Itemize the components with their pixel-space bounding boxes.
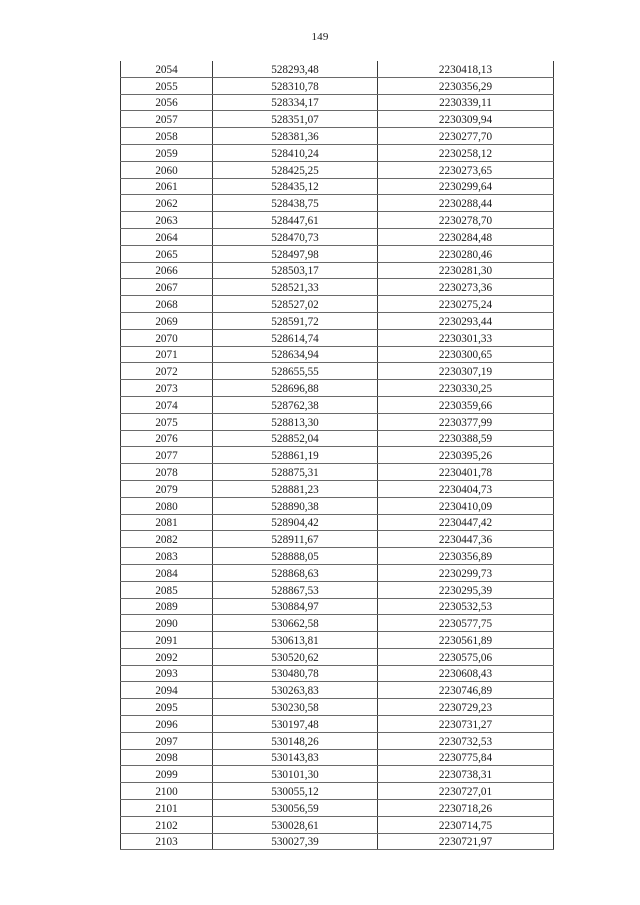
y-coordinate-cell: 2230738,31 — [378, 766, 554, 783]
y-coordinate-cell: 2230731,27 — [378, 716, 554, 733]
point-number-cell: 2069 — [121, 312, 213, 329]
x-coordinate-cell: 528813,30 — [213, 413, 378, 430]
y-coordinate-cell: 2230447,42 — [378, 514, 554, 531]
table-row — [121, 514, 554, 531]
table-row — [121, 380, 554, 397]
x-coordinate-cell: 528614,74 — [213, 329, 378, 346]
table-row — [121, 632, 554, 649]
table-row — [121, 598, 554, 615]
y-coordinate-cell: 2230300,65 — [378, 346, 554, 363]
point-number-cell: 2090 — [121, 615, 213, 632]
y-coordinate-cell: 2230301,33 — [378, 329, 554, 346]
y-coordinate-cell: 2230447,36 — [378, 531, 554, 548]
x-coordinate-cell: 530056,59 — [213, 800, 378, 817]
y-coordinate-cell: 2230280,46 — [378, 245, 554, 262]
y-coordinate-cell: 2230608,43 — [378, 665, 554, 682]
table-row — [121, 228, 554, 245]
y-coordinate-cell: 2230356,89 — [378, 548, 554, 565]
table-row — [121, 413, 554, 430]
y-coordinate-cell: 2230746,89 — [378, 682, 554, 699]
table-row — [121, 548, 554, 565]
table-row — [121, 497, 554, 514]
y-coordinate-cell: 2230299,64 — [378, 178, 554, 195]
point-number-cell: 2057 — [121, 111, 213, 128]
y-coordinate-cell: 2230278,70 — [378, 212, 554, 229]
point-number-cell: 2075 — [121, 413, 213, 430]
table-row — [121, 447, 554, 464]
x-coordinate-cell: 528762,38 — [213, 396, 378, 413]
point-number-cell: 2091 — [121, 632, 213, 649]
x-coordinate-cell: 530662,58 — [213, 615, 378, 632]
point-number-cell: 2060 — [121, 161, 213, 178]
point-number-cell: 2084 — [121, 564, 213, 581]
x-coordinate-cell: 528888,05 — [213, 548, 378, 565]
point-number-cell: 2080 — [121, 497, 213, 514]
point-number-cell: 2095 — [121, 699, 213, 716]
x-coordinate-cell: 528911,67 — [213, 531, 378, 548]
y-coordinate-cell: 2230575,06 — [378, 648, 554, 665]
point-number-cell: 2096 — [121, 716, 213, 733]
point-number-cell: 2082 — [121, 531, 213, 548]
y-coordinate-cell: 2230721,97 — [378, 833, 554, 850]
table-row — [121, 61, 554, 77]
table-row — [121, 363, 554, 380]
x-coordinate-cell: 528591,72 — [213, 312, 378, 329]
x-coordinate-cell: 528875,31 — [213, 464, 378, 481]
x-coordinate-cell: 530148,26 — [213, 732, 378, 749]
x-coordinate-cell: 528696,88 — [213, 380, 378, 397]
x-coordinate-cell: 530520,62 — [213, 648, 378, 665]
y-coordinate-cell: 2230714,75 — [378, 816, 554, 833]
y-coordinate-cell: 2230307,19 — [378, 363, 554, 380]
y-coordinate-cell: 2230732,53 — [378, 732, 554, 749]
x-coordinate-cell: 530028,61 — [213, 816, 378, 833]
table-row — [121, 833, 554, 850]
y-coordinate-cell: 2230356,29 — [378, 77, 554, 94]
point-number-cell: 2070 — [121, 329, 213, 346]
x-coordinate-cell: 528655,55 — [213, 363, 378, 380]
table-row — [121, 783, 554, 800]
y-coordinate-cell: 2230284,48 — [378, 228, 554, 245]
y-coordinate-cell: 2230293,44 — [378, 312, 554, 329]
x-coordinate-cell: 530143,83 — [213, 749, 378, 766]
x-coordinate-cell: 528351,07 — [213, 111, 378, 128]
point-number-cell: 2077 — [121, 447, 213, 464]
point-number-cell: 2056 — [121, 94, 213, 111]
x-coordinate-cell: 528334,17 — [213, 94, 378, 111]
point-number-cell: 2085 — [121, 581, 213, 598]
table-row — [121, 128, 554, 145]
point-number-cell: 2054 — [121, 61, 213, 77]
table-row — [121, 732, 554, 749]
x-coordinate-cell: 530027,39 — [213, 833, 378, 850]
table-row — [121, 800, 554, 817]
table-row — [121, 245, 554, 262]
x-coordinate-cell: 528890,38 — [213, 497, 378, 514]
point-number-cell: 2062 — [121, 195, 213, 212]
y-coordinate-cell: 2230395,26 — [378, 447, 554, 464]
y-coordinate-cell: 2230309,94 — [378, 111, 554, 128]
y-coordinate-cell: 2230273,36 — [378, 279, 554, 296]
point-number-cell: 2099 — [121, 766, 213, 783]
y-coordinate-cell: 2230281,30 — [378, 262, 554, 279]
coordinates-table-body — [121, 61, 554, 850]
table-row — [121, 564, 554, 581]
table-row — [121, 816, 554, 833]
table-row — [121, 144, 554, 161]
point-number-cell: 2074 — [121, 396, 213, 413]
x-coordinate-cell: 530055,12 — [213, 783, 378, 800]
y-coordinate-cell: 2230729,23 — [378, 699, 554, 716]
point-number-cell: 2066 — [121, 262, 213, 279]
point-number-cell: 2055 — [121, 77, 213, 94]
table-row — [121, 464, 554, 481]
x-coordinate-cell: 530613,81 — [213, 632, 378, 649]
y-coordinate-cell: 2230339,11 — [378, 94, 554, 111]
table-row — [121, 430, 554, 447]
x-coordinate-cell: 528852,04 — [213, 430, 378, 447]
y-coordinate-cell: 2230295,39 — [378, 581, 554, 598]
y-coordinate-cell: 2230577,75 — [378, 615, 554, 632]
point-number-cell: 2063 — [121, 212, 213, 229]
point-number-cell: 2076 — [121, 430, 213, 447]
table-row — [121, 682, 554, 699]
y-coordinate-cell: 2230377,99 — [378, 413, 554, 430]
table-row — [121, 279, 554, 296]
table-row — [121, 346, 554, 363]
y-coordinate-cell: 2230404,73 — [378, 480, 554, 497]
point-number-cell: 2102 — [121, 816, 213, 833]
x-coordinate-cell: 528470,73 — [213, 228, 378, 245]
table-row — [121, 312, 554, 329]
coordinates-table — [120, 61, 554, 850]
table-row — [121, 480, 554, 497]
x-coordinate-cell: 528861,19 — [213, 447, 378, 464]
x-coordinate-cell: 530101,30 — [213, 766, 378, 783]
point-number-cell: 2081 — [121, 514, 213, 531]
y-coordinate-cell: 2230273,65 — [378, 161, 554, 178]
x-coordinate-cell: 530230,58 — [213, 699, 378, 716]
table-row — [121, 94, 554, 111]
point-number-cell: 2061 — [121, 178, 213, 195]
table-row — [121, 77, 554, 94]
table-row — [121, 749, 554, 766]
x-coordinate-cell: 528438,75 — [213, 195, 378, 212]
point-number-cell: 2079 — [121, 480, 213, 497]
point-number-cell: 2093 — [121, 665, 213, 682]
x-coordinate-cell: 528447,61 — [213, 212, 378, 229]
y-coordinate-cell: 2230275,24 — [378, 296, 554, 313]
x-coordinate-cell: 528904,42 — [213, 514, 378, 531]
point-number-cell: 2100 — [121, 783, 213, 800]
x-coordinate-cell: 528410,24 — [213, 144, 378, 161]
point-number-cell: 2094 — [121, 682, 213, 699]
x-coordinate-cell: 530263,83 — [213, 682, 378, 699]
table-row — [121, 296, 554, 313]
y-coordinate-cell: 2230410,09 — [378, 497, 554, 514]
y-coordinate-cell: 2230727,01 — [378, 783, 554, 800]
table-row — [121, 766, 554, 783]
page-number: 149 — [311, 31, 329, 43]
y-coordinate-cell: 2230775,84 — [378, 749, 554, 766]
x-coordinate-cell: 528497,98 — [213, 245, 378, 262]
x-coordinate-cell: 528425,25 — [213, 161, 378, 178]
x-coordinate-cell: 528310,78 — [213, 77, 378, 94]
table-row — [121, 699, 554, 716]
table-row — [121, 615, 554, 632]
x-coordinate-cell: 528435,12 — [213, 178, 378, 195]
x-coordinate-cell: 530480,78 — [213, 665, 378, 682]
point-number-cell: 2101 — [121, 800, 213, 817]
table-row — [121, 581, 554, 598]
point-number-cell: 2058 — [121, 128, 213, 145]
point-number-cell: 2098 — [121, 749, 213, 766]
y-coordinate-cell: 2230330,25 — [378, 380, 554, 397]
table-row — [121, 111, 554, 128]
point-number-cell: 2089 — [121, 598, 213, 615]
point-number-cell: 2068 — [121, 296, 213, 313]
point-number-cell: 2072 — [121, 363, 213, 380]
y-coordinate-cell: 2230359,66 — [378, 396, 554, 413]
point-number-cell: 2097 — [121, 732, 213, 749]
table-row — [121, 161, 554, 178]
point-number-cell: 2067 — [121, 279, 213, 296]
y-coordinate-cell: 2230277,70 — [378, 128, 554, 145]
y-coordinate-cell: 2230388,59 — [378, 430, 554, 447]
x-coordinate-cell: 528381,36 — [213, 128, 378, 145]
x-coordinate-cell: 528868,63 — [213, 564, 378, 581]
point-number-cell: 2083 — [121, 548, 213, 565]
point-number-cell: 2078 — [121, 464, 213, 481]
x-coordinate-cell: 528521,33 — [213, 279, 378, 296]
point-number-cell: 2103 — [121, 833, 213, 850]
y-coordinate-cell: 2230532,53 — [378, 598, 554, 615]
y-coordinate-cell: 2230288,44 — [378, 195, 554, 212]
x-coordinate-cell: 528293,48 — [213, 61, 378, 77]
x-coordinate-cell: 528634,94 — [213, 346, 378, 363]
point-number-cell: 2065 — [121, 245, 213, 262]
x-coordinate-cell: 528867,53 — [213, 581, 378, 598]
point-number-cell: 2071 — [121, 346, 213, 363]
table-row — [121, 329, 554, 346]
point-number-cell: 2073 — [121, 380, 213, 397]
table-row — [121, 178, 554, 195]
y-coordinate-cell: 2230258,12 — [378, 144, 554, 161]
table-row — [121, 195, 554, 212]
x-coordinate-cell: 530884,97 — [213, 598, 378, 615]
y-coordinate-cell: 2230401,78 — [378, 464, 554, 481]
table-row — [121, 648, 554, 665]
y-coordinate-cell: 2230561,89 — [378, 632, 554, 649]
x-coordinate-cell: 528881,23 — [213, 480, 378, 497]
table-row — [121, 531, 554, 548]
table-row — [121, 396, 554, 413]
y-coordinate-cell: 2230718,26 — [378, 800, 554, 817]
x-coordinate-cell: 528503,17 — [213, 262, 378, 279]
y-coordinate-cell: 2230299,73 — [378, 564, 554, 581]
x-coordinate-cell: 530197,48 — [213, 716, 378, 733]
point-number-cell: 2092 — [121, 648, 213, 665]
point-number-cell: 2064 — [121, 228, 213, 245]
table-row — [121, 212, 554, 229]
y-coordinate-cell: 2230418,13 — [378, 61, 554, 77]
point-number-cell: 2059 — [121, 144, 213, 161]
table-row — [121, 665, 554, 682]
table-row — [121, 262, 554, 279]
table-row — [121, 716, 554, 733]
x-coordinate-cell: 528527,02 — [213, 296, 378, 313]
